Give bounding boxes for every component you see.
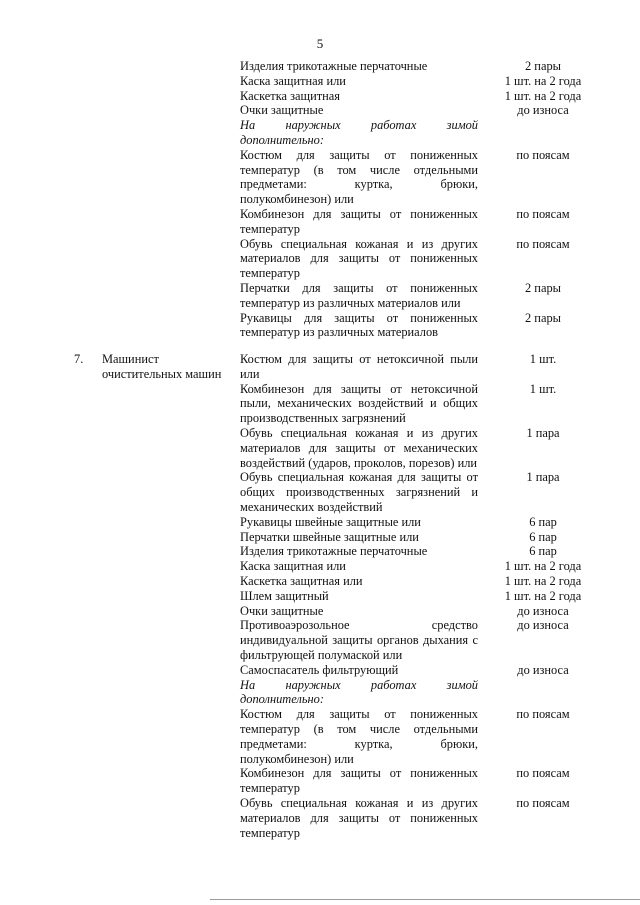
issue-norm: 1 шт. на 2 года: [504, 573, 582, 588]
item-name: Самоспасатель фильтрующий: [240, 662, 399, 677]
item-name: Очки защитные: [240, 103, 324, 118]
item-name: Обувь специальная кожаная и из других материалов для защиты от механических воздействий (ударов, проколов, порезов) или: [240, 425, 478, 470]
issue-norm: 2 пары: [525, 310, 561, 325]
table-row: [0, 59, 640, 74]
table-row: [0, 707, 640, 766]
table-row: [0, 589, 640, 604]
table-row: [0, 530, 640, 545]
issue-norm: 1 шт. на 2 года: [504, 73, 582, 88]
item-name: Костюм для защиты от пониженных температур (в том числе отдельными предметами: куртка, брюки, полукомбинезон) или: [240, 707, 478, 766]
issue-norm: до износа: [517, 603, 569, 618]
table-row: [0, 766, 640, 796]
issue-norm: 2 пары: [525, 59, 561, 73]
table-row: [0, 207, 640, 237]
item-name: Костюм для защиты от пониженных температур (в том числе отдельными предметами: куртка, брюки, полукомбинезон) или: [240, 147, 478, 207]
table-row: [0, 470, 640, 514]
table-row: [0, 103, 640, 118]
item-name: Обувь специальная кожаная для защиты от общих производственных загрязнений и механических воздействий: [240, 470, 478, 514]
issue-norm: 2 пары: [525, 280, 561, 295]
table-row: [0, 559, 640, 574]
issue-norm: 1 пара: [526, 470, 560, 485]
item-name: Комбинезон для защиты от пониженных температур: [240, 206, 478, 236]
table-row: [0, 604, 640, 619]
table-row: [0, 311, 640, 341]
table-row: [0, 118, 640, 148]
table-row: [0, 663, 640, 678]
item-name: Обувь специальная кожаная и из других материалов для защиты от пониженных температур: [240, 236, 478, 281]
table-row: [0, 148, 640, 207]
table-row: [0, 352, 640, 382]
issue-norm: 6 пар: [529, 544, 557, 559]
issue-norm: 1 шт.: [529, 381, 557, 396]
table-row: [0, 426, 640, 470]
item-name: Каска защитная или: [240, 73, 346, 88]
item-name: Комбинезон для защиты от нетоксичной пыли, механических воздействий и общих производственных загрязнений: [240, 381, 478, 426]
item-name: Каскетка защитная или: [240, 573, 363, 588]
page-number: 5: [316, 36, 324, 51]
item-name: Каскетка защитная: [240, 88, 340, 103]
item-number: 7.: [74, 352, 84, 366]
item-name: Перчатки для защиты от пониженных температур из различных материалов или: [240, 280, 478, 310]
position-title: Машинист очистительных машин: [102, 352, 222, 381]
table-row: [0, 574, 640, 589]
issue-norm: до износа: [517, 618, 569, 633]
item-name: Перчатки швейные защитные или: [240, 529, 419, 544]
table-row: [0, 382, 640, 426]
table-row: [0, 796, 640, 840]
table-row: [0, 237, 640, 281]
table-row: [0, 89, 640, 104]
issue-norm: по поясам: [516, 206, 570, 221]
table-row: [0, 74, 640, 89]
item-7-section: [0, 352, 640, 840]
issue-norm: 1 пара: [526, 425, 560, 440]
table-row: [0, 544, 640, 559]
table-row: [0, 618, 640, 662]
section-note: На наружных работах зимой дополнительно:: [240, 118, 478, 147]
item-name: Каска защитная или: [240, 559, 346, 574]
issue-norm: 6 пар: [529, 529, 557, 544]
issue-norm: по поясам: [516, 236, 570, 251]
table-row: [0, 281, 640, 311]
issue-norm: по поясам: [516, 795, 570, 810]
table-row: [0, 678, 640, 708]
issue-norm: по поясам: [516, 766, 570, 781]
item-name: Очки защитные: [240, 603, 324, 618]
continuation-section: [0, 59, 640, 340]
issue-norm: по поясам: [516, 147, 570, 162]
table-row: [0, 515, 640, 530]
item-name: Рукавицы швейные защитные или: [240, 514, 421, 529]
item-name: Рукавицы для защиты от пониженных температур из различных материалов: [240, 310, 478, 340]
issue-norm: 6 пар: [529, 514, 557, 529]
issue-norm: до износа: [517, 662, 569, 677]
issue-norm: 1 шт. на 2 года: [504, 559, 582, 574]
issue-norm: 1 шт. на 2 года: [504, 588, 582, 603]
issue-norm: 1 шт.: [529, 352, 557, 366]
section-note: На наружных работах зимой дополнительно:: [240, 677, 478, 707]
issue-norm: по поясам: [516, 707, 570, 722]
item-name: Обувь специальная кожаная и из других материалов для защиты от пониженных температур: [240, 795, 478, 840]
item-name: Комбинезон для защиты от пониженных температур: [240, 766, 478, 796]
footer-divider: [210, 899, 640, 900]
item-name: Костюм для защиты от нетоксичной пыли или: [240, 352, 478, 381]
item-name: Шлем защитный: [240, 588, 329, 603]
issue-norm: 1 шт. на 2 года: [504, 88, 582, 103]
item-name: Изделия трикотажные перчаточные: [240, 59, 428, 73]
item-name: Изделия трикотажные перчаточные: [240, 544, 428, 559]
issue-norm: до износа: [517, 103, 569, 118]
item-name: Противоаэрозольное средство индивидуальной защиты органов дыхания с фильтрующей полумаской или: [240, 618, 478, 662]
